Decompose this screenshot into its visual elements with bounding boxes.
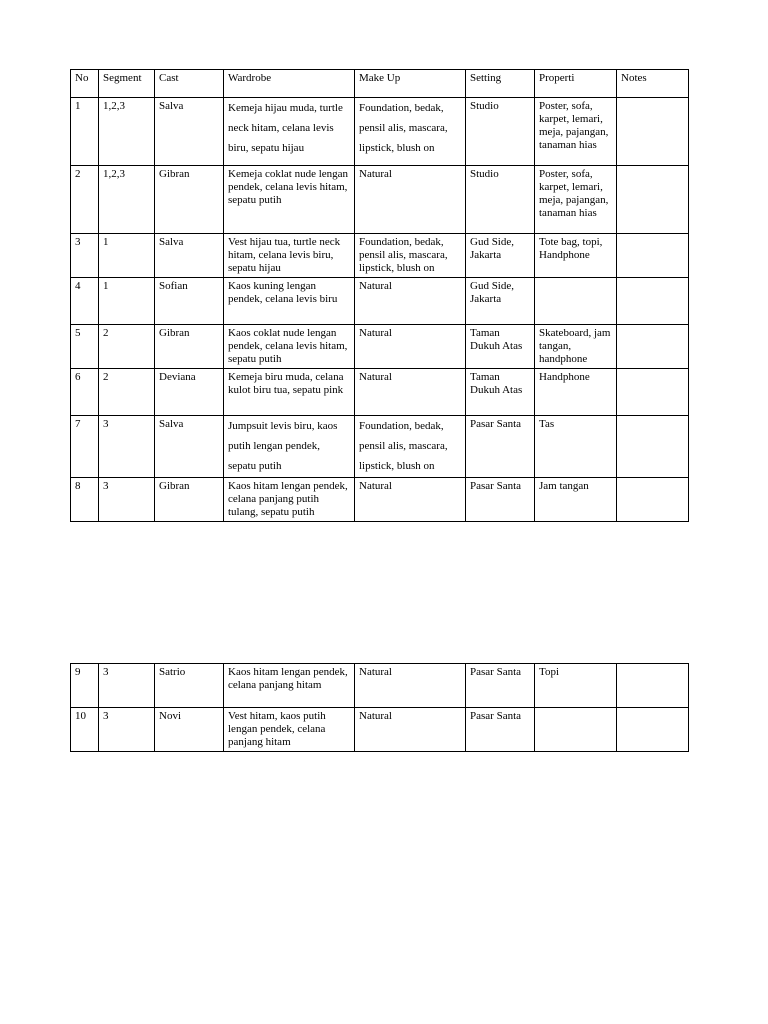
production-table-page-2: [70, 663, 689, 752]
cell-makeup: Natural: [355, 369, 466, 416]
cell-no: 6: [71, 369, 99, 416]
table-header-row: [71, 70, 689, 98]
cell-segment: 3: [99, 708, 155, 752]
header-no: No: [71, 70, 99, 98]
cell-no: 10: [71, 708, 99, 752]
cell-makeup: Natural: [355, 325, 466, 369]
table-row: [71, 325, 689, 369]
cell-properti: Topi: [535, 664, 617, 708]
cell-segment: 1,2,3: [99, 166, 155, 234]
cell-makeup: Foundation, bedak, pensil alis, mascara, lipstick, blush on: [359, 102, 448, 154]
cell-wardrobe: Vest hijau tua, turtle neck hitam, celana levis biru, sepatu hijau: [224, 234, 355, 278]
table-row: [71, 166, 689, 234]
cell-no: 1: [71, 98, 99, 166]
production-table-page-1: [70, 69, 689, 522]
cell-cast: Salva: [155, 416, 224, 478]
header-makeup: Make Up: [355, 70, 466, 98]
cell-makeup: Foundation, bedak, pensil alis, mascara, lipstick, blush on: [359, 420, 448, 472]
cell-cast: Salva: [155, 98, 224, 166]
cell-notes: [617, 166, 689, 234]
header-segment: Segment: [99, 70, 155, 98]
cell-wardrobe: Kaos hitam lengan pendek, celana panjang putih tulang, sepatu putih: [224, 478, 355, 522]
cell-notes: [617, 664, 689, 708]
cell-notes: [617, 98, 689, 166]
header-notes: Notes: [617, 70, 689, 98]
table-row: [71, 664, 689, 708]
cell-segment: 1: [99, 278, 155, 325]
cell-properti: Tote bag, topi, Handphone: [535, 234, 617, 278]
cell-wardrobe: Kemeja hijau muda, turtle neck hitam, celana levis biru, sepatu hijau: [228, 102, 343, 154]
cell-cast: Gibran: [155, 166, 224, 234]
cell-segment: 2: [99, 369, 155, 416]
cell-setting: Pasar Santa: [466, 708, 535, 752]
cell-setting: Pasar Santa: [466, 664, 535, 708]
cell-no: 3: [71, 234, 99, 278]
cell-makeup: Natural: [355, 708, 466, 752]
cell-makeup: Natural: [355, 166, 466, 234]
cell-segment: 3: [99, 478, 155, 522]
cell-cast: Salva: [155, 234, 224, 278]
cell-properti: Handphone: [535, 369, 617, 416]
cell-properti: Tas: [535, 416, 617, 478]
cell-makeup: Natural: [355, 664, 466, 708]
table-row: [71, 369, 689, 416]
cell-cast: Sofian: [155, 278, 224, 325]
cell-setting: Gud Side, Jakarta: [466, 278, 535, 325]
cell-no: 2: [71, 166, 99, 234]
table-row: [71, 708, 689, 752]
cell-makeup: Natural: [355, 478, 466, 522]
cell-properti: Poster, sofa, karpet, lemari, meja, pajangan, tanaman hias: [535, 166, 617, 234]
cell-cast: Deviana: [155, 369, 224, 416]
header-wardrobe: Wardrobe: [224, 70, 355, 98]
cell-notes: [617, 278, 689, 325]
cell-wardrobe: Vest hitam, kaos putih lengan pendek, celana panjang hitam: [224, 708, 355, 752]
table-row: [71, 278, 689, 325]
cell-properti: Poster, sofa, karpet, lemari, meja, pajangan, tanaman hias: [535, 98, 617, 166]
cell-properti: [535, 708, 617, 752]
cell-wardrobe: Kaos hitam lengan pendek, celana panjang hitam: [224, 664, 355, 708]
table-row: [71, 98, 689, 166]
cell-cast: Novi: [155, 708, 224, 752]
cell-no: 7: [71, 416, 99, 478]
header-setting: Setting: [466, 70, 535, 98]
cell-setting: Studio: [466, 98, 535, 166]
cell-no: 8: [71, 478, 99, 522]
header-cast: Cast: [155, 70, 224, 98]
cell-notes: [617, 478, 689, 522]
cell-segment: 3: [99, 664, 155, 708]
cell-wardrobe: Jumpsuit levis biru, kaos putih lengan pendek, sepatu putih: [228, 420, 338, 472]
cell-cast: Gibran: [155, 478, 224, 522]
cell-wardrobe: Kaos kuning lengan pendek, celana levis biru: [224, 278, 355, 325]
cell-setting: Studio: [466, 166, 535, 234]
cell-no: 4: [71, 278, 99, 325]
cell-segment: 1: [99, 234, 155, 278]
cell-setting: Taman Dukuh Atas: [466, 325, 535, 369]
table-row: [71, 234, 689, 278]
cell-properti: Skateboard, jam tangan, handphone: [535, 325, 617, 369]
cell-notes: [617, 369, 689, 416]
cell-notes: [617, 416, 689, 478]
cell-setting: Pasar Santa: [466, 416, 535, 478]
cell-properti: Jam tangan: [535, 478, 617, 522]
table-row: [71, 478, 689, 522]
cell-properti: [535, 278, 617, 325]
cell-segment: 1,2,3: [99, 98, 155, 166]
cell-notes: [617, 708, 689, 752]
cell-setting: Gud Side, Jakarta: [466, 234, 535, 278]
cell-no: 5: [71, 325, 99, 369]
cell-notes: [617, 234, 689, 278]
cell-setting: Pasar Santa: [466, 478, 535, 522]
cell-makeup: Foundation, bedak, pensil alis, mascara, lipstick, blush on: [355, 234, 466, 278]
cell-notes: [617, 325, 689, 369]
cell-cast: Gibran: [155, 325, 224, 369]
cell-wardrobe: Kemeja coklat nude lengan pendek, celana levis hitam, sepatu putih: [224, 166, 355, 234]
cell-setting: Taman Dukuh Atas: [466, 369, 535, 416]
cell-segment: 3: [99, 416, 155, 478]
cell-cast: Satrio: [155, 664, 224, 708]
cell-wardrobe: Kemeja biru muda, celana kulot biru tua, sepatu pink: [224, 369, 355, 416]
cell-segment: 2: [99, 325, 155, 369]
cell-wardrobe: Kaos coklat nude lengan pendek, celana levis hitam, sepatu putih: [224, 325, 355, 369]
header-properti: Properti: [535, 70, 617, 98]
cell-makeup: Natural: [355, 278, 466, 325]
table-row: [71, 416, 689, 478]
cell-no: 9: [71, 664, 99, 708]
